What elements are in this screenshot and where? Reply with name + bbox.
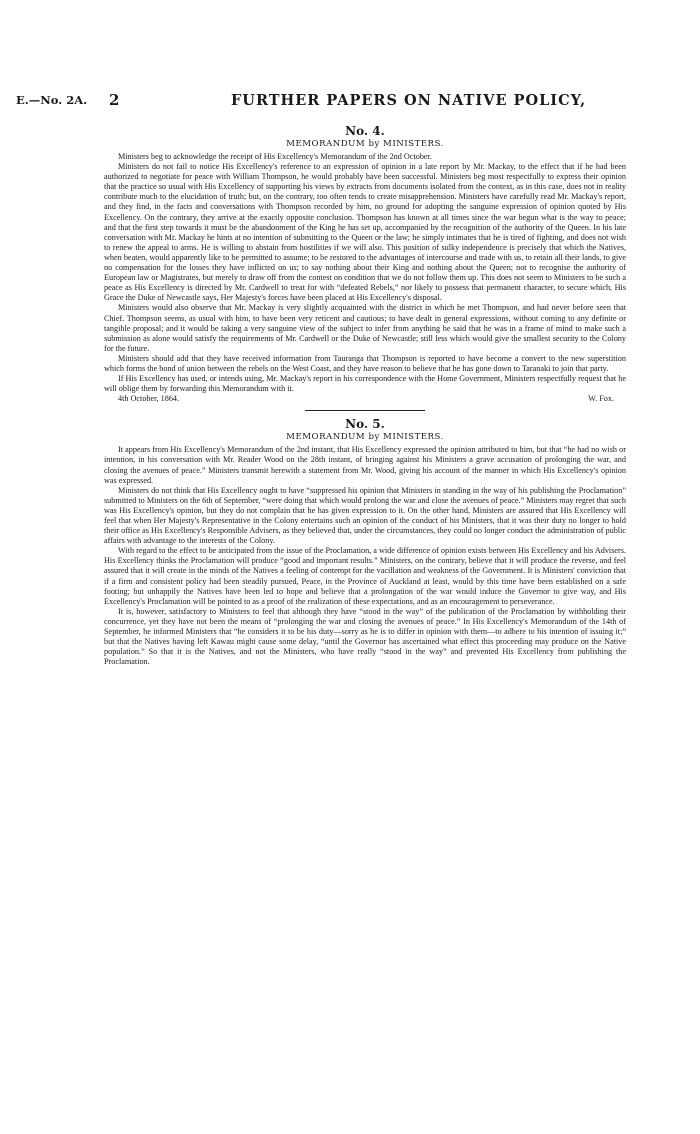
page-header	[16, 92, 686, 112]
date-signature-line	[104, 394, 626, 404]
memo-title: MEMORANDUM by MINISTERS.	[286, 432, 444, 443]
memo-title: MEMORANDUM by MINISTERS.	[286, 139, 444, 149]
memorandum-4	[104, 124, 626, 404]
paragraph: Ministers beg to acknowledge the receipt of His Excellency's Memorandum of the 2nd October.	[118, 152, 432, 161]
paragraph: If His Excellency has used, or intends using, Mr. Mackay's report in his correspondence with the Home Government, Ministers respectfully request that he will oblige them by forwarding this Memorandum with it.	[104, 374, 626, 394]
document-reference: E.—No. 2A.	[16, 93, 88, 107]
paragraph: It appears from His Excellency's Memorandum of the 2nd instant, that His Excellency expressed the opinion attributed to him, but that “he had no wish or intention, in his conversation with Mr. Reader Wood on the 28th instant, of bringing against his Ministers a grave accusation of prolonging the war, and closing the avenues of peace.” Ministers transmit herewith a statement from Mr. Wood, giving his account of the manner in which His Excellency's opinion was expressed.	[104, 445, 626, 485]
page-number: 2	[109, 91, 120, 109]
document-body	[104, 124, 626, 667]
paragraph: Ministers do not think that His Excellency ought to have “suppressed his opinion that Ministers in standing in the way of his publishing the Proclamation” submitted to Ministers on the 6th of September, “were doing that which would prolong the war and close the avenues of peace.” Ministers may regret that such was His Excellency's opinion, but they do not complain that he has given expression to it. On the other hand, Ministers are assured that His Excellency will feel that when Her Majesty's Representative in the Colony entertains such an opinion of the conduct of his Ministers, that it was their duty no longer to hold their office as His Excellency's Responsible Advisers, as they believed that, under the circumstances, they could no longer conduct the administration of public affairs with advantage to the interests of the Colony.	[104, 485, 626, 546]
memo-number: No. 4.	[345, 124, 385, 138]
paragraph: Ministers should add that they have received information from Tauranga that Thompson is reported to have become a convert to the new superstition which forms the bond of union between the rebels on the West Coast, and they have reason to believe that he has gone down to Taranaki to join that party.	[104, 353, 626, 373]
paragraph: Ministers do not fail to notice His Excellency's reference to an expression of opinion in a late report by Mr. Mackay, to the effect that if he had been authorized to negotiate for peace with William Thompson, he would probably have been successful. Ministers beg most respectfully to express their opinion that the practice so usual with His Excellency of supporting his views by extracts from documents isolated from the context, as in this case, does not in reality contribute much to the elucidation of truth; but, on the contrary, too often tends to create misapprehension. Ministers have carefully read Mr. Mackay's report, and they find, in the facts and conversations with Thompson recorded by him, no ground for adopting the sanguine expression of opinion quoted by His Excellency. On the contrary, they arrive at the exactly opposite conclusion. Thompson has known at all times since the war begun what is the way to peace; and that the first step towards it must be the abandonment of the King he has set up, accompanied by the recognition of the authority of the Queen. In his late conversation with Mr. Mackay he hints at no intention of submitting to the Queen or the law; he simply intimates that he is tired of fighting, and does not wish to renew the appeal to arms. He is willing to abstain from hostilities if we will also. This position of sulky independence is precisely that which the Natives, when beaten, would apparently like to be permitted to assume; to be restored to the advantages of intercourse and trade with us, to retain all their lands, to give no compensation for the losses they have inflicted on us; to say nothing about their King and nothing about the Queen; not to recognise the authority of European law or Magistrates, but merely to draw off from the contest on condition that we do not follow them up. This does not seem to Ministers to be such a peace as His Excellency is directed by Mr. Cardwell to treat for with “defeated Rebels,” nor likely to possess that permanent character, to secure which, His Grace the Duke of Newcastle says, Her Majesty's forces have been placed at His Excellency's disposal.	[104, 162, 626, 303]
memorandum-5	[104, 417, 626, 667]
paragraph: Ministers would also observe that Mr. Mackay is very slightly acquainted with the district in which he met Thompson, and had never before seen that Chief. Thompson seems, as usual with him, to have been very reticent and cautious; to have dealt in general expressions, without coming to any definite or tangible proposal; and it would be taking a very sanguine view of the subject to infer from anything he said that he was in a frame of mind to make such a submission as alone would satisfy the requirements of Mr. Cardwell or the Duke of Newcastle; still less which would give the smallest security to the Colony for the future.	[104, 303, 626, 353]
section-divider	[305, 410, 425, 411]
memo-number: No. 5.	[345, 417, 385, 432]
paragraph: With regard to the effect to be anticipated from the issue of the Proclamation, a wide difference of opinion exists between His Excellency and his Advisers. His Excellency thinks the Proclamation will produce “good and important results.” Ministers, on the contrary, believe that it will produce the reverse, and feel assured that it will create in the minds of the Natives a feeling of contempt for the vacillation and weakness of the Government. It is Ministers' conviction that if a firm and consistent policy had been steadily pursued, Peace, in the Province of Auckland at least, would by this time have been established on a safe footing; but unhappily the Natives have been led to hope and believe that a prolongation of the war would induce the Governor to give way, and His Excellency's Proclamation will be pointed to as a proof of the realization of these expectations, and as an encouragement to perseverance.	[104, 546, 626, 606]
memo-date: 4th October, 1864.	[118, 394, 180, 404]
paragraph: It is, however, satisfactory to Ministers to feel that although they have “stood in the way” of the publication of the Proclamation by withholding their concurrence, yet they have not been the means of “prolonging the war and closing the avenues of peace.” In His Excellency's Memorandum of the 14th of September, he informed Ministers that “he considers it to be his duty—sorry as he is to differ in opinion with them—to adhere to his intention of issuing it;” but that the Natives having left Kawau might cause some delay, “until the Governor has ascertained what effect this proceeding may produce on the Native population.” So that it is the Natives, and not the Ministers, who have really “stood in the way” and prevented His Excellency from publishing the Proclamation.	[104, 606, 626, 667]
signature: W. Fox.	[588, 394, 614, 404]
running-title: FURTHER PAPERS ON NATIVE POLICY,	[231, 92, 587, 109]
